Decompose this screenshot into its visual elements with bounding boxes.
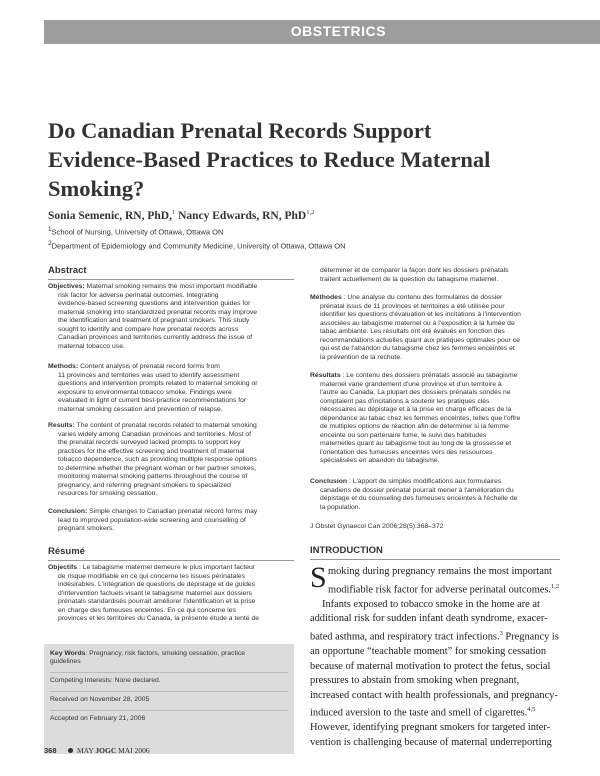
resume-conclusion — [310, 478, 570, 512]
intro-ref: 1,2 — [551, 582, 560, 590]
resume-conclusion-line: dépistage et du counseling des fumeuses enceintes à l'échelle de — [320, 495, 518, 502]
methodes-line: tabac ambiante. Les résultats ont été évalués en fonction des — [320, 328, 505, 335]
resume-methodes — [310, 294, 570, 362]
conclusion-label: Conclusion: — [48, 508, 88, 515]
author-list — [48, 209, 314, 222]
resultats-line: l'orientation des fumeuses enceintes vers des ressources — [320, 448, 493, 456]
methodes-line: la prévention de la rechute. — [320, 353, 402, 361]
objectives-line: the identification and treatment of pregnant smokers. This study — [58, 317, 250, 324]
author-1-affil: 1 — [171, 209, 176, 216]
methodes-line: prénatal issus de 11 provinces et territoires a été utilisée pour — [320, 302, 505, 310]
intro-line: vention is challenging because of maternal underreporting — [310, 736, 552, 748]
resume-rule — [48, 560, 294, 561]
abstract-conclusion — [48, 508, 298, 534]
footer-month: MAY — [77, 746, 94, 755]
results-line: pregnancy, and referring pregnant smokers to specialized — [58, 481, 231, 489]
methods-line: maternal smoking cessation and prevention of relapse. — [58, 405, 223, 413]
methods-line: exposure to environmental tobacco smoke. Findings were — [58, 388, 232, 396]
methodes-label: Méthodes — [310, 294, 342, 301]
objectives-line: Canadian provinces and territories currently address the issue of — [58, 334, 253, 341]
intro-line: Infants exposed to tobacco smoke in the home are at — [322, 598, 540, 610]
results-line: practices for the effective screening and treatment of maternal — [58, 447, 245, 455]
footer-journal: JOGC — [95, 746, 117, 755]
abstract-methods — [48, 363, 298, 414]
objectifs-line: déterminer et de comparer la façon dont les dossiers prénatals — [320, 267, 509, 274]
abstract-objectives — [48, 283, 298, 351]
affiliation-1 — [48, 226, 223, 237]
results-line: resources for smoking cessation. — [58, 490, 158, 497]
resume-conclusion-label: Conclusion — [310, 478, 348, 485]
abstract-heading: Abstract — [48, 265, 87, 276]
resultats-line: maternel varie grandement d'une province et d'un territoire à — [320, 380, 502, 388]
objectives-line: risk factor for adverse perinatal outcomes. Integrating — [58, 291, 219, 299]
journal-footer — [77, 746, 150, 755]
results-line: varies widely among Canadian provinces and territories. Most of — [58, 430, 252, 438]
methodes-line: identifier les questions d'évaluation et les incitations à l'intervention — [320, 311, 521, 318]
objectifs-line: prénatals standardisés pourrait améliorer l'identification et la prise — [58, 598, 256, 605]
resume-resultats — [310, 372, 570, 466]
title-line-2: Evidence-Based Practices to Reduce Maternal — [48, 147, 491, 172]
resultats-line: enceinte ou son partenaire fume, le suivi des habitudes — [320, 431, 487, 439]
author-2-affil: 1,2 — [306, 209, 315, 216]
resultats-line: dépendance au tabac chez les femmes enceintes, telles que l'offre — [320, 414, 521, 422]
keywords-line-2: guidelines — [50, 658, 81, 665]
citation-text: J Obstet Gynaecol Can 2006;28(5):368–372 — [310, 523, 444, 530]
intro-line: However, identifying pregnant smokers for targeted inter- — [310, 722, 551, 734]
footer-bullet-icon — [68, 748, 73, 753]
results-line: monitoring maternal smoking patterns throughout the course of — [58, 473, 248, 480]
keybox-separator — [50, 710, 288, 711]
methods-line: 11 provinces and territories was used to identify assessment — [58, 371, 240, 379]
resultats-line: l'autre au Canada. La plupart des dossiers prénatals sondés ne — [320, 389, 511, 396]
objectifs-line: provinces et les territoires du Canada, la présente étude a tenté de — [58, 615, 260, 622]
objectives-line: sought to identify and compare how prenatal records across — [58, 325, 239, 333]
keywords-box — [44, 644, 294, 754]
objectives-line: Maternal smoking remains the most important modifiable — [84, 283, 258, 290]
resume-objectifs-cont — [310, 267, 570, 284]
resume-conclusion-line: canadiens de dossier prénatal pourrait mener à l'amélioration du — [320, 486, 514, 494]
intro-line: an opportune “teachable moment” for smoking cessation — [310, 645, 547, 657]
resultats-line: comptaient pas d'incitations à soutenir les pratiques clés — [320, 397, 490, 405]
objectifs-line: indésirables. L'intégration de questions de dépistage et de guides — [58, 581, 256, 588]
resume-heading: Résumé — [48, 546, 85, 557]
objectives-line: maternal smoking into standardized prenatal records may improve — [58, 308, 258, 316]
conclusion-line: pregnant smokers. — [58, 525, 115, 532]
methodes-line: associées au tabagisme maternel ou à l'exposition à la fumée de — [320, 319, 515, 327]
methods-line: Content analysis of prenatal record forms from — [78, 363, 220, 370]
resultats-line: : Le contenu des dossiers prénatals associé au tabagisme — [340, 372, 518, 379]
title-line-1: Do Canadian Prenatal Records Support — [48, 118, 432, 143]
affiliation-2-num: 2 — [48, 240, 52, 247]
article-title — [48, 116, 568, 203]
results-line: tobacco dependence, such as providing multiple response options — [58, 456, 257, 463]
resume-conclusion-line: : L'apport de simples modifications aux formulaires — [347, 478, 502, 485]
intro-ref: 4,5 — [527, 706, 536, 714]
objectives-line: evidence-based screening questions and intervention guides for — [58, 300, 251, 307]
conclusion-line: Simple changes to Canadian prenatal record forms may — [87, 508, 258, 515]
resultats-line: nécessaires au dépistage et à la prise en charge efficaces de la — [320, 406, 512, 413]
intro-ref: 3 — [499, 629, 503, 637]
intro-line: Pregnancy is — [502, 631, 559, 643]
intro-line: induced aversion to the taste and smell of cigarettes. — [310, 707, 528, 719]
results-label: Results: — [48, 422, 75, 429]
objectives-line: maternal tobacco use. — [58, 342, 125, 350]
introduction-body — [310, 561, 560, 751]
abstract-results — [48, 422, 298, 499]
received-date: Received on November 28, 2005 — [50, 696, 150, 703]
keybox-separator — [50, 672, 288, 673]
keywords-text: : Pregnancy, risk factors, smoking cessation, practice — [85, 650, 246, 657]
objectifs-line: de risque modifiable en ce qui concerne les issues périnatales — [58, 572, 246, 580]
resultats-line: spécialisées en abandon du tabagisme. — [320, 457, 440, 464]
intro-line: additional risk for sudden infant death syndrome, exacer- — [310, 613, 548, 625]
objectifs-line: d'intervention factuels visant le tabagisme maternel aux dossiers — [58, 589, 252, 597]
author-2: Nancy Edwards, RN, PhD — [175, 209, 307, 222]
results-line: to determine whether the pregnant woman or her partner smokes, — [58, 464, 256, 472]
objectifs-line: traitent actuellement de la question du tabagisme maternel. — [320, 275, 499, 283]
intro-line: because of maternal motivation to protect the fetus, social — [310, 660, 551, 672]
objectifs-label: Objectifs — [48, 564, 78, 571]
resultats-line: maternelles quant au tabagisme tout au long de la grossesse et — [320, 440, 512, 447]
title-line-3: Smoking? — [48, 176, 145, 201]
affiliation-2-text: Department of Epidemiology and Community Medicine, University of Ottawa, Ottawa ON — [51, 241, 346, 251]
section-banner — [44, 20, 600, 44]
resultats-line: de multiples options de réaction afin de déterminer si la femme — [320, 423, 509, 430]
results-line: The content of prenatal records related to maternal smoking — [74, 422, 257, 429]
keywords-label: Key Words — [50, 650, 86, 657]
conclusion-line: lead to improved population-wide screening and counselling of — [58, 516, 246, 524]
introduction-rule — [310, 559, 560, 560]
footer-month-fr: MAI 2006 — [118, 746, 150, 755]
affiliation-1-num: 1 — [48, 226, 52, 233]
objectifs-line: : Le tabagisme maternel demeure le plus important facteur — [77, 564, 256, 571]
accepted-date: Accepted on February 21, 2006 — [50, 715, 146, 722]
methods-line: questions and intervention prompts related to maternal smoking or — [58, 380, 258, 387]
intro-line: bated asthma, and respiratory tract infections. — [310, 631, 500, 643]
resume-conclusion-line: la population. — [320, 503, 361, 511]
section-label: OBSTETRICS — [290, 23, 386, 39]
page-number: 368 — [44, 746, 57, 755]
intro-line: pressures to abstain from smoking when pregnant, — [310, 675, 520, 687]
competing-interests: Competing Interests: None declared. — [50, 677, 161, 684]
methods-label: Methods: — [48, 363, 79, 370]
citation — [310, 523, 570, 532]
abstract-rule — [48, 279, 294, 280]
author-1: Sonia Semenic, RN, PhD, — [48, 209, 172, 222]
methodes-line: recommandations actuelles quant aux pratiques optimales pour ce — [320, 336, 520, 344]
resultats-label: Résultats — [310, 372, 341, 379]
objectives-label: Objectives: — [48, 283, 85, 290]
resume-objectifs — [48, 564, 298, 624]
objectifs-line: en charge des fumeuses enceintes. En ce qui concerne les — [58, 606, 236, 614]
keybox-separator — [50, 691, 288, 692]
introduction-heading: INTRODUCTION — [310, 545, 383, 556]
methods-line: evaluated in light of current best-practice recommendations for — [58, 397, 247, 404]
methodes-line: : Une analyse du contenu des formulaires de dossier — [341, 294, 503, 301]
affiliation-1-text: School of Nursing, University of Ottawa, Ottawa ON — [51, 227, 224, 237]
intro-line: modifiable risk factor for adverse perinatal outcomes. — [328, 584, 552, 596]
intro-line: increased contact with health professionals, and pregnancy- — [310, 689, 558, 701]
results-line: the prenatal records surveyed lacked prompts to support key — [58, 439, 241, 446]
methodes-line: qui est de l'abandon du tabagisme chez les femmes enceintes et — [320, 345, 515, 352]
drop-cap: S — [310, 561, 327, 594]
intro-line: moking during pregnancy remains the most important — [328, 566, 552, 577]
affiliation-2 — [48, 240, 346, 251]
